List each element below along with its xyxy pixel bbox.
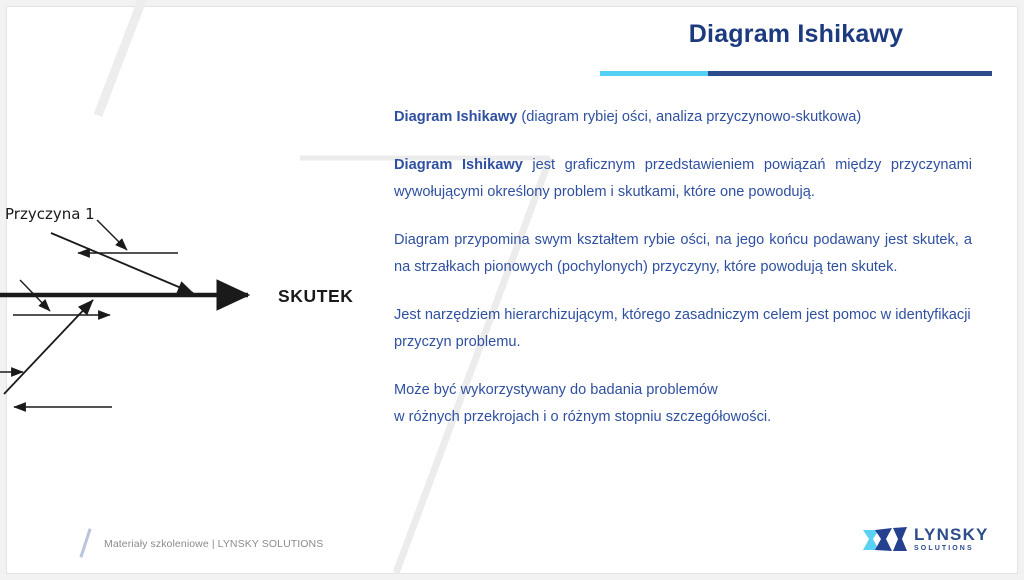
bone-upper-main (51, 233, 193, 293)
lynsky-logo (862, 524, 1002, 562)
slide-edge-right (1018, 0, 1024, 580)
paragraph-definition-rest: (diagram rybiej ości, analiza przyczynowo-skutkowa) (517, 109, 862, 125)
lynsky-logo-subtitle: SOLUTIONS (914, 545, 974, 552)
slide-edge-top (0, 0, 1024, 6)
paragraph-definition-lead: Diagram Ishikawy (394, 109, 518, 125)
cause-label: Przyczyna 1 (5, 205, 95, 223)
paragraph-purpose: Jest narzędziem hierarchizującym, którego zasadniczym celem jest pomoc w identyfikacji przyczyn problemu. (394, 307, 971, 350)
paragraph-definition (394, 104, 972, 131)
lynsky-logo-wordmark (914, 526, 989, 553)
effect-label: SKUTEK (278, 286, 354, 306)
lynsky-logo-mark-icon (862, 524, 910, 556)
page-title: Diagram Ishikawy (688, 20, 904, 48)
body-text-column (394, 104, 972, 431)
title-rule-navy-segment (708, 71, 992, 76)
slide-edge-bottom (0, 574, 1024, 580)
paragraph-shape: Diagram przypomina swym kształtem rybie ości, na jego końcu podawany jest skutek, a na strzałkach pionowych (pochylonych) przyczyny, które powodują ten skutek. (394, 232, 972, 275)
paragraph-usage-line2: w różnych przekrojach i o różnym stopniu szczegółowości. (394, 409, 772, 425)
paragraph-description-lead: Diagram Ishikawy (394, 157, 523, 173)
paragraph-description-rest: jest graficznym przedstawieniem powiązań między przyczynami wywołującymi określony problem i skutkami, które one powodują. (394, 157, 972, 200)
footer-credit: Materiały szkoleniowe | LYNSKY SOLUTIONS (104, 538, 324, 550)
footer-slash-mark (79, 528, 91, 557)
ishikawa-fishbone-diagram (0, 95, 380, 435)
title-rule-cyan-segment (600, 71, 708, 76)
title-underline-rule (600, 71, 992, 76)
bone-lower-main (4, 300, 93, 394)
lynsky-logo-name: LYNSKY (914, 525, 989, 544)
paragraph-description (394, 152, 972, 206)
bone-cause-label-arrow (97, 220, 127, 250)
fishbone-svg (0, 95, 380, 435)
paragraph-usage-line1: Może być wykorzystywany do badania problemów (394, 382, 718, 398)
